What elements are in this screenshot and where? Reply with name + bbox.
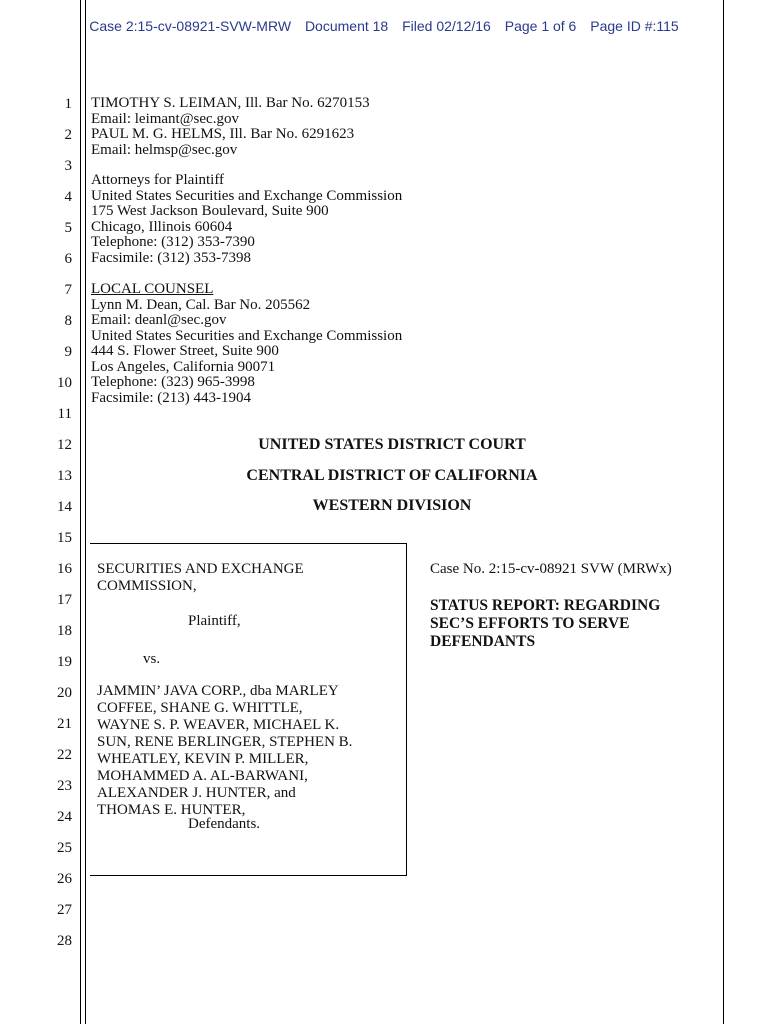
local-counsel-city: Los Angeles, California 90071 — [91, 358, 276, 375]
line-number: 17 — [57, 592, 72, 608]
defendant-line: SUN, RENE BERLINGER, STEPHEN B. — [97, 734, 353, 750]
attorney-info — [91, 96, 370, 158]
line-number: 15 — [57, 530, 72, 546]
line-number: 3 — [64, 158, 72, 174]
defendant-line: WAYNE S. P. WEAVER, MICHAEL K. — [97, 717, 340, 733]
defendant-line: ALEXANDER J. HUNTER, and — [97, 785, 296, 801]
plaintiff-name-line: COMMISSION, — [97, 578, 197, 594]
line-number: 7 — [64, 282, 72, 298]
defendant-line: WHEATLEY, KEVIN P. MILLER, — [97, 751, 309, 767]
defendant-line: MOHAMMED A. AL-BARWANI, — [97, 768, 308, 784]
line-number: 4 — [64, 189, 72, 205]
case-number: Case No. 2:15-cv-08921 SVW (MRWx) — [430, 561, 672, 577]
line-number: 2 — [64, 127, 72, 143]
line-number: 20 — [57, 685, 72, 701]
attorney-1-name: TIMOTHY S. LEIMAN, Ill. Bar No. 6270153 — [91, 95, 370, 111]
ecf-header — [0, 18, 768, 34]
attorney-2-name: PAUL M. G. HELMS, Ill. Bar No. 6291623 — [91, 126, 355, 142]
header-page: Page 1 of 6 — [504, 18, 577, 34]
local-counsel-street: 444 S. Flower Street, Suite 900 — [91, 343, 279, 359]
local-counsel-telephone: Telephone: (323) 965-3998 — [91, 374, 255, 390]
line-number: 25 — [57, 840, 72, 856]
defendant-line: THOMAS E. HUNTER, — [97, 802, 246, 818]
header-case: Case 2:15-cv-08921-SVW-MRW — [89, 18, 292, 34]
line-number: 13 — [57, 468, 72, 484]
line-number: 27 — [57, 902, 72, 918]
line-number: 26 — [57, 871, 72, 887]
versus-label: vs. — [143, 651, 161, 667]
line-number: 12 — [57, 437, 72, 453]
local-counsel-agency: United States Securities and Exchange Commission — [91, 327, 403, 344]
line-number: 9 — [64, 344, 72, 360]
plaintiff-counsel-info — [91, 173, 402, 266]
line-number: 8 — [64, 313, 72, 329]
local-counsel-info — [91, 282, 402, 406]
document-title-line: SEC’S EFFORTS TO SERVE — [430, 615, 630, 632]
defendant-line: JAMMIN’ JAVA CORP., dba MARLEY — [97, 683, 339, 699]
line-number: 21 — [57, 716, 72, 732]
line-number: 5 — [64, 220, 72, 236]
line-number: 19 — [57, 654, 72, 670]
line-number: 10 — [57, 375, 72, 391]
local-counsel-name: Lynn M. Dean, Cal. Bar No. 205562 — [91, 296, 311, 313]
line-number: 18 — [57, 623, 72, 639]
attorney-2-email: Email: helmsp@sec.gov — [91, 141, 238, 158]
header-filed: Filed 02/12/16 — [402, 18, 491, 34]
plaintiff-name-line: SECURITIES AND EXCHANGE — [97, 561, 304, 577]
local-counsel-email: Email: deanl@sec.gov — [91, 312, 227, 328]
header-page-id: Page ID #:115 — [590, 18, 679, 34]
court-district: CENTRAL DISTRICT OF CALIFORNIA — [246, 467, 538, 484]
attorney-1-email: Email: leimant@sec.gov — [91, 110, 239, 127]
local-counsel-heading: LOCAL COUNSEL — [91, 281, 214, 297]
defendant-line: COFFEE, SHANE G. WHITTLE, — [97, 700, 303, 716]
city-state: Chicago, Illinois 60604 — [91, 218, 233, 235]
line-number: 6 — [64, 251, 72, 267]
header-document: Document 18 — [304, 18, 389, 34]
defendants-list — [97, 683, 352, 819]
line-number: 23 — [57, 778, 72, 794]
line-number: 28 — [57, 933, 72, 949]
attorneys-for: Attorneys for Plaintiff — [91, 172, 225, 188]
line-number: 16 — [57, 561, 72, 577]
street-address: 175 West Jackson Boulevard, Suite 900 — [91, 203, 329, 219]
local-counsel-facsimile: Facsimile: (213) 443-1904 — [91, 389, 251, 406]
document-title-line: STATUS REPORT: REGARDING — [430, 597, 661, 614]
line-number: 24 — [57, 809, 72, 825]
plaintiff-name — [97, 561, 304, 595]
facsimile: Facsimile: (312) 353-7398 — [91, 249, 251, 266]
document-title — [430, 597, 660, 651]
line-number: 22 — [57, 747, 72, 763]
line-number: 1 — [64, 96, 72, 112]
court-name: UNITED STATES DISTRICT COURT — [258, 436, 526, 453]
line-number: 14 — [57, 499, 72, 515]
agency-name: United States Securities and Exchange Commission — [91, 187, 403, 204]
defendants-label: Defendants. — [188, 816, 261, 832]
telephone: Telephone: (312) 353-7390 — [91, 234, 255, 250]
line-number: 11 — [57, 406, 72, 422]
court-division: WESTERN DIVISION — [312, 497, 472, 514]
plaintiff-label: Plaintiff, — [188, 613, 241, 629]
document-title-line: DEFENDANTS — [430, 633, 536, 650]
